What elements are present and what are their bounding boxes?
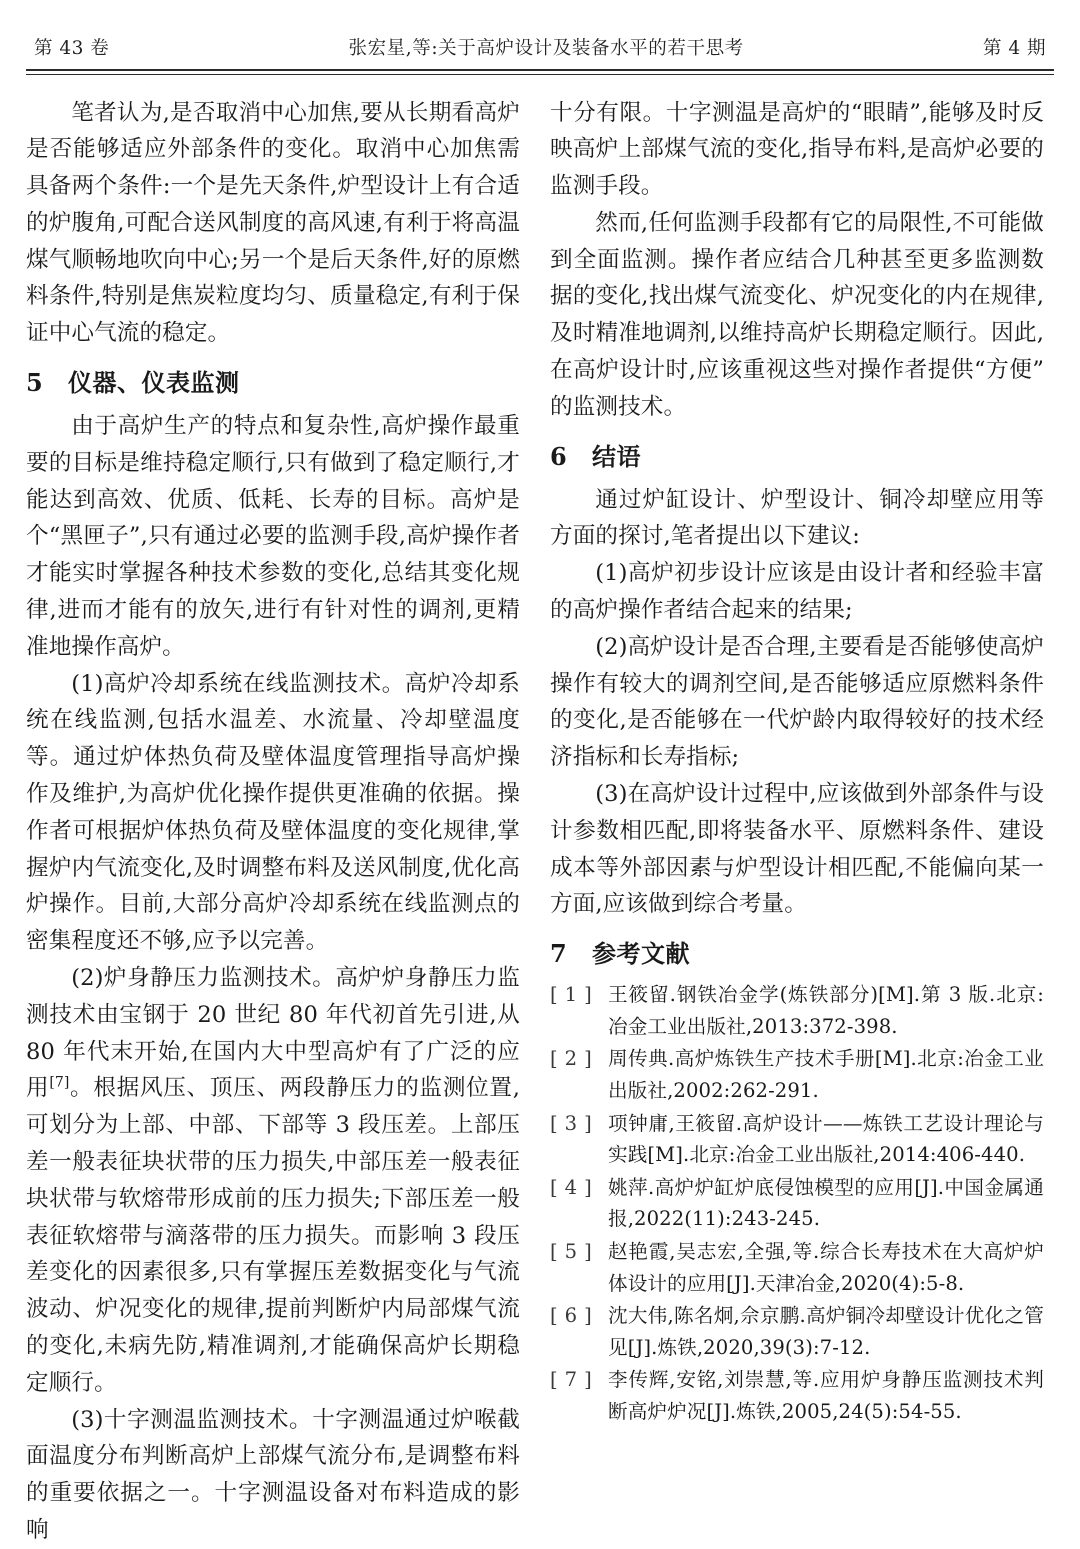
paragraph-5-item-2 [26, 960, 520, 1402]
reference-text: 周传典.高炉炼铁生产技术手册[M].北京:冶金工业出版社,2002:262-291. [608, 1047, 1044, 1103]
reference-number: [ 2 ] [550, 1047, 593, 1071]
section-7-number: 7 [550, 939, 568, 969]
section-heading-5 [26, 364, 520, 402]
reference-text: 沈大伟,陈名炯,佘京鹏.高炉铜冷却壁设计优化之管见[J].炼铁,2020,39(3):7-12. [608, 1304, 1044, 1359]
reference-list [550, 979, 1044, 1427]
header-double-rule [26, 69, 1054, 75]
reference-number: [ 1 ] [550, 983, 593, 1007]
reference-item [550, 1043, 1044, 1106]
reference-text: 姚萍.高炉炉缸炉底侵蚀模型的应用[J].中国金属通报,2022(11):243-245. [608, 1175, 1044, 1231]
header-volume: 第 43 卷 [34, 38, 110, 59]
reference-number: [ 5 ] [550, 1239, 593, 1263]
paragraph-5-item-2-text-after: 。根据风压、顶压、两段静压力的监测位置,可划分为上部、中部、下部等 3 段压差。上部压差一般表征块状带的压力损失,中部压差一般表征块状带与软熔带形成前的压力损失;下部压差一般表征软熔带与滴落带的压力损失。而影响 3 段压差变化的因素很多,只有掌握压差数据变化与气流波动、炉况变化的规律,提前判断炉内局部煤气流的变化,未病先防,精准调剂,才能确保高炉长期稳定顺行。 [26, 1075, 520, 1396]
reference-item [550, 1236, 1044, 1299]
paragraph-6-item-1: (1)高炉初步设计应该是由设计者和经验丰富的高炉操作者结合起来的结果; [550, 560, 1044, 624]
reference-text: 项钟庸,王筱留.高炉设计——炼铁工艺设计理论与实践[M].北京:冶金工业出版社,2014:406-440. [608, 1111, 1044, 1167]
reference-text: 赵艳霞,吴志宏,全强,等.综合长寿技术在大高炉炉体设计的应用[J].天津冶金,2020(4):5-8. [608, 1239, 1044, 1295]
reference-number: [ 3 ] [550, 1111, 593, 1135]
reference-number: [ 7 ] [550, 1368, 593, 1392]
reference-item [550, 1172, 1044, 1235]
paragraph-5-intro: 由于高炉生产的特点和复杂性,高炉操作最重要的目标是维持稳定顺行,只有做到了稳定顺行,才能达到高效、优质、低耗、长寿的目标。高炉是个“黑匣子”,只有通过必要的监测手段,高炉操作者才能实时掌握各种技术参数的变化,总结其变化规律,进而才能有的放矢,进行有针对性的调剂,更精准地操作高炉。 [26, 413, 520, 660]
paragraph-5-item-3: (3)十字测温监测技术。十字测温通过炉喉截面温度分布判断高炉上部煤气流分布,是调整布料的重要依据之一。十字测温设备对布料造成的影响 [26, 1406, 520, 1543]
header-issue: 第 4 期 [982, 38, 1046, 59]
reference-item [550, 1300, 1044, 1363]
reference-number: [ 4 ] [550, 1175, 593, 1199]
paragraph-cross-temperature-continued: 十分有限。十字测温是高炉的“眼睛”,能够及时反映高炉上部煤气流的变化,指导布料,是高炉必要的监测手段。 [550, 99, 1044, 200]
section-5-number: 5 [26, 368, 44, 398]
reference-item [550, 1364, 1044, 1427]
header-article-title: 张宏星,等:关于高炉设计及装备水平的若干思考 [348, 38, 744, 59]
reference-text: 王筱留.钢铁冶金学(炼铁部分)[M].第 3 版.北京:冶金工业出版社,2013:372-398. [608, 983, 1044, 1038]
reference-item [550, 979, 1044, 1042]
paragraph-monitoring-limits: 然而,任何监测手段都有它的局限性,不可能做到全面监测。操作者应结合几种甚至更多监测数据的变化,找出煤气流变化、炉况变化的内在规律,及时精准地调剂,以维持高炉长期稳定顺行。因此,在高炉设计时,应该重视这些对操作者提供“方便”的监测技术。 [550, 209, 1044, 420]
section-6-title: 结语 [592, 442, 641, 471]
section-heading-7 [550, 935, 1044, 973]
body-columns [26, 95, 1054, 1549]
reference-number: [ 6 ] [550, 1304, 593, 1328]
paragraph-5-item-2-text-before: (2)炉身静压力监测技术。高炉炉身静压力监测技术由宝钢于 20 世纪 80 年代初首先引进,从 80 年代末开始,在国内大中型高炉有了广泛的应用 [26, 965, 520, 1102]
running-header [26, 34, 1054, 60]
reference-text: 李传辉,安铭,刘崇慧,等.应用炉身静压监测技术判断高炉炉况[J].炼铁,2005,24(5):54-55. [608, 1368, 1044, 1423]
left-column [26, 95, 520, 1549]
section-6-number: 6 [550, 441, 568, 471]
paragraph-5-item-1: (1)高炉冷却系统在线监测技术。高炉冷却系统在线监测,包括水温差、水流量、冷却壁温度等。通过炉体热负荷及壁体温度管理指导高炉操作及维护,为高炉优化操作提供更准确的依据。操作者可根据炉体热负荷及壁体温度的变化规律,掌握炉内气流变化,及时调整布料及送风制度,优化高炉操作。目前,大部分高炉冷却系统在线监测点的密集程度还不够,应予以完善。 [26, 670, 520, 955]
paragraph-6-intro: 通过炉缸设计、炉型设计、铜冷却壁应用等方面的探讨,笔者提出以下建议: [550, 486, 1044, 550]
paragraph-6-item-2: (2)高炉设计是否合理,主要看是否能够使高炉操作有较大的调剂空间,是否能够适应原燃料条件的变化,是否能够在一代炉龄内取得较好的技术经济指标和长寿指标; [550, 633, 1044, 771]
section-7-title: 参考文献 [592, 940, 690, 969]
citation-mark-7: [7] [49, 1074, 70, 1091]
paragraph-6-item-3: (3)在高炉设计过程中,应该做到外部条件与设计参数相匹配,即将装备水平、原燃料条件、建设成本等外部因素与炉型设计相匹配,不能偏向某一方面,应该做到综合考量。 [550, 781, 1044, 918]
right-column [550, 95, 1044, 1429]
paragraph-center-coke: 笔者认为,是否取消中心加焦,要从长期看高炉是否能够适应外部条件的变化。取消中心加焦需具备两个条件:一个是先天条件,炉型设计上有合适的炉腹角,可配合送风制度的高风速,有利于将高温煤气顺畅地吹向中心;另一个是后天条件,好的原燃料条件,特别是焦炭粒度均匀、质量稳定,有利于保证中心气流的稳定。 [26, 99, 520, 347]
section-heading-6 [550, 438, 1044, 476]
reference-item [550, 1108, 1044, 1171]
section-5-title: 仪器、仪表监测 [68, 369, 240, 398]
